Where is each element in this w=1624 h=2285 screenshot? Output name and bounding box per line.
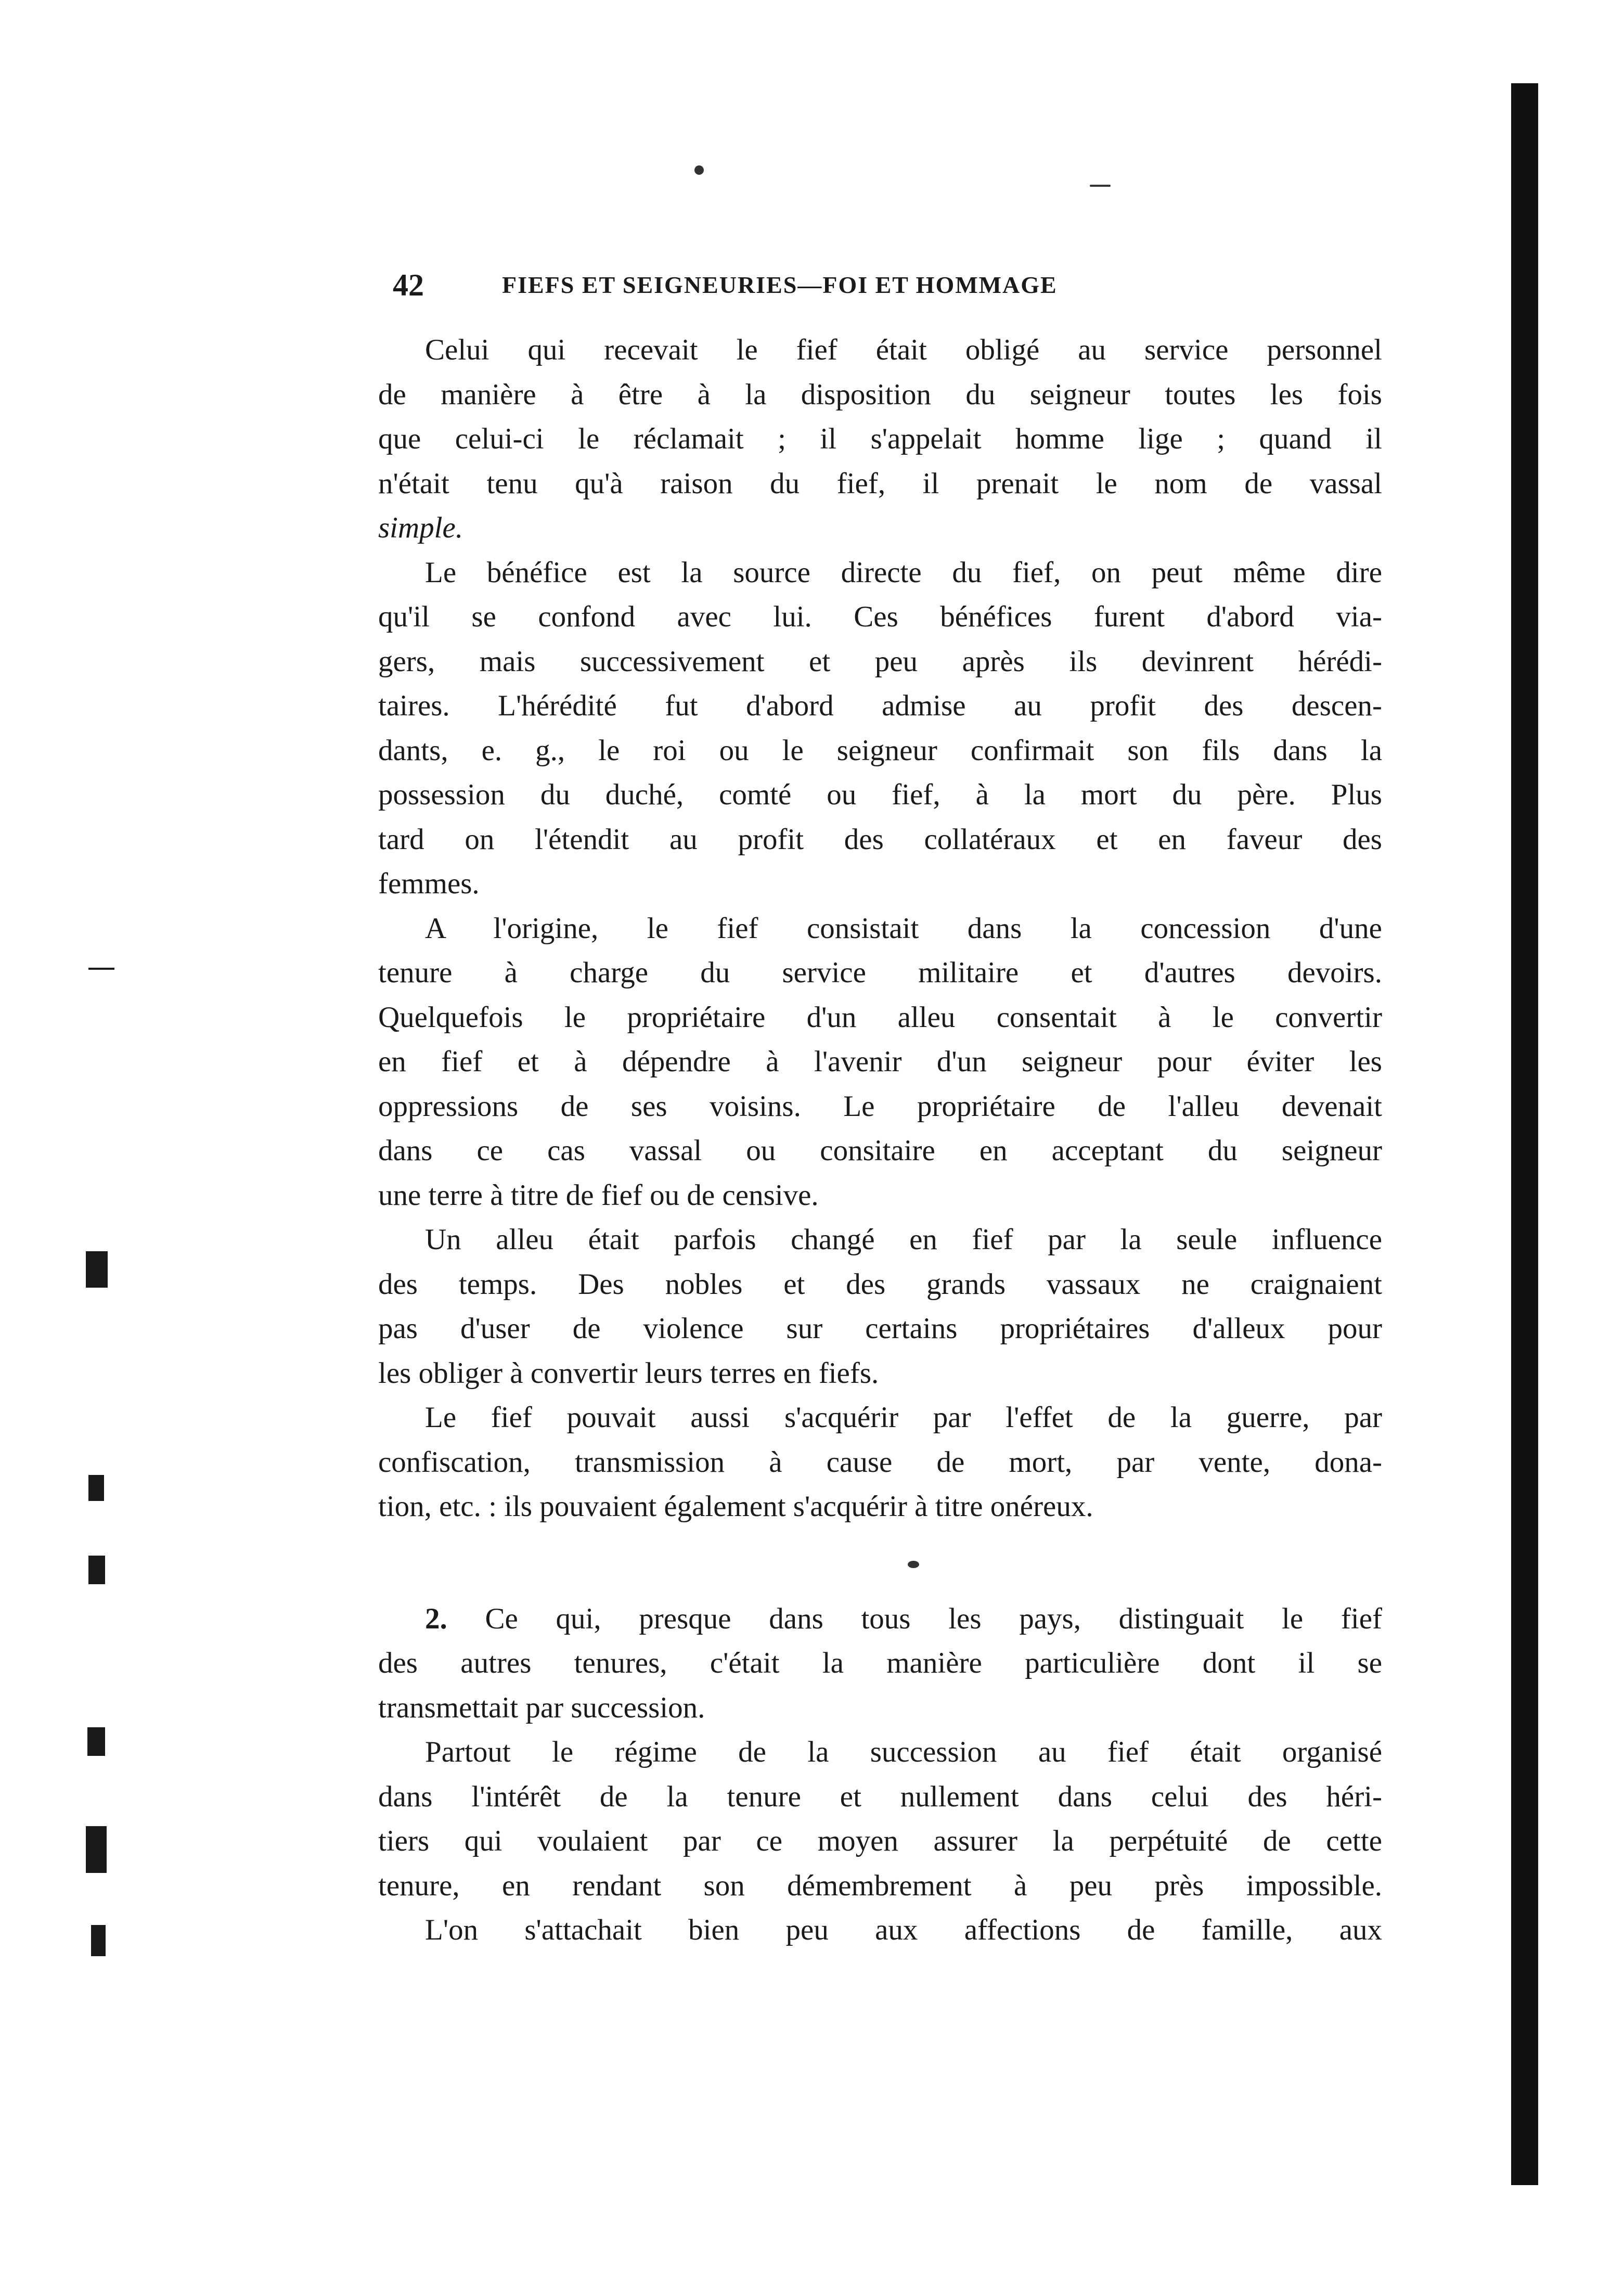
text-line: de manière à être à la disposition du seigneur toutes les fois — [378, 378, 1382, 411]
text-line: oppressions de ses voisins. Le propriétaire de l'alleu devenait — [378, 1089, 1382, 1123]
text-line: Partout le régime de la succession au fief était organisé — [425, 1736, 1382, 1768]
speck — [1090, 185, 1111, 187]
text-line: Un alleu était parfois changé en fief par la seule influence — [425, 1223, 1382, 1256]
paragraph — [378, 1597, 1382, 1730]
margin-mark — [88, 968, 114, 970]
page-header — [393, 264, 1381, 306]
text-line: des autres tenures, c'était la manière particulière dont il se — [378, 1647, 1382, 1679]
text-line: en fief et à dépendre à l'avenir d'un seigneur pour éviter les — [378, 1045, 1382, 1078]
text-line: tiers qui voulaient par ce moyen assurer la perpétuité de cette — [378, 1825, 1382, 1857]
paragraph — [378, 550, 1382, 906]
section-gap — [378, 1529, 1382, 1597]
text-line: confiscation, transmission à cause de mort, par vente, dona- — [378, 1445, 1382, 1479]
paragraph — [378, 906, 1382, 1218]
text-line: dants, e. g., le roi ou le seigneur confirmait son fils dans la — [378, 734, 1382, 767]
text-span: Ce qui, presque dans tous les pays, distinguait le fief — [485, 1602, 1382, 1635]
text-line: A l'origine, le fief consistait dans la concession d'une — [425, 912, 1382, 945]
text-line: tenure à charge du service militaire et d'autres devoirs. — [378, 956, 1382, 989]
text-line: pas d'user de violence sur certains propriétaires d'alleux pour — [378, 1312, 1382, 1345]
text-line: femmes. — [378, 867, 480, 900]
margin-mark — [88, 1556, 105, 1584]
body-text — [378, 328, 1382, 1953]
paragraph — [378, 1730, 1382, 1953]
text-line: dans l'intérêt de la tenure et nullement dans celui des héri- — [378, 1780, 1382, 1813]
text-line: simple. — [378, 511, 463, 544]
text-line: taires. L'hérédité fut d'abord admise au profit des descen- — [378, 689, 1382, 722]
text-line: dans ce cas vassal ou consitaire en acceptant du seigneur — [378, 1134, 1382, 1167]
text-line: possession du duché, comté ou fief, à la mort du père. Plus — [378, 778, 1382, 811]
margin-mark — [86, 1826, 107, 1873]
text-line: tenure, en rendant son démembrement à peu près impossible. — [378, 1869, 1382, 1902]
text-line: les obliger à convertir leurs terres en fiefs. — [378, 1356, 879, 1390]
paragraph — [378, 328, 1382, 550]
text-line — [378, 1597, 1382, 1641]
text-line: Le bénéfice est la source directe du fief, on peut même dire — [425, 556, 1382, 589]
paragraph — [378, 1217, 1382, 1395]
scan-edge-bar — [1511, 83, 1538, 2185]
text-line: Le fief pouvait aussi s'acquérir par l'effet de la guerre, par — [425, 1401, 1382, 1434]
text-line: n'était tenu qu'à raison du fief, il prenait le nom de vassal — [378, 467, 1382, 500]
text-line: une terre à titre de fief ou de censive. — [378, 1178, 819, 1212]
speck — [694, 165, 704, 175]
text-line: Celui qui recevait le fief était obligé au service personnel — [425, 333, 1382, 366]
margin-mark — [87, 1727, 105, 1756]
text-line: transmettait par succession. — [378, 1691, 705, 1724]
text-line: que celui-ci le réclamait ; il s'appelait homme lige ; quand il — [378, 422, 1382, 455]
margin-mark — [86, 1251, 108, 1288]
text-line: qu'il se confond avec lui. Ces bénéfices furent d'abord via- — [378, 600, 1382, 633]
text-line: des temps. Des nobles et des grands vassaux ne craignaient — [378, 1267, 1382, 1301]
margin-mark — [91, 1925, 106, 1956]
text-line: tard on l'étendit au profit des collatéraux et en faveur des — [378, 823, 1382, 856]
text-line: Quelquefois le propriétaire d'un alleu consentait à le convertir — [378, 1000, 1382, 1034]
paragraph — [378, 1395, 1382, 1529]
margin-mark — [88, 1475, 104, 1501]
text-line: tion, etc. : ils pouvaient également s'acquérir à titre onéreux. — [378, 1490, 1093, 1523]
section-number: 2. — [425, 1602, 447, 1635]
page-number: 42 — [393, 268, 424, 302]
text-line: gers, mais successivement et peu après ils devinrent hérédi- — [378, 645, 1382, 678]
running-title: FIEFS ET SEIGNEURIES—FOI ET HOMMAGE — [502, 272, 1058, 298]
text-line: L'on s'attachait bien peu aux affections de famille, aux — [425, 1914, 1382, 1946]
